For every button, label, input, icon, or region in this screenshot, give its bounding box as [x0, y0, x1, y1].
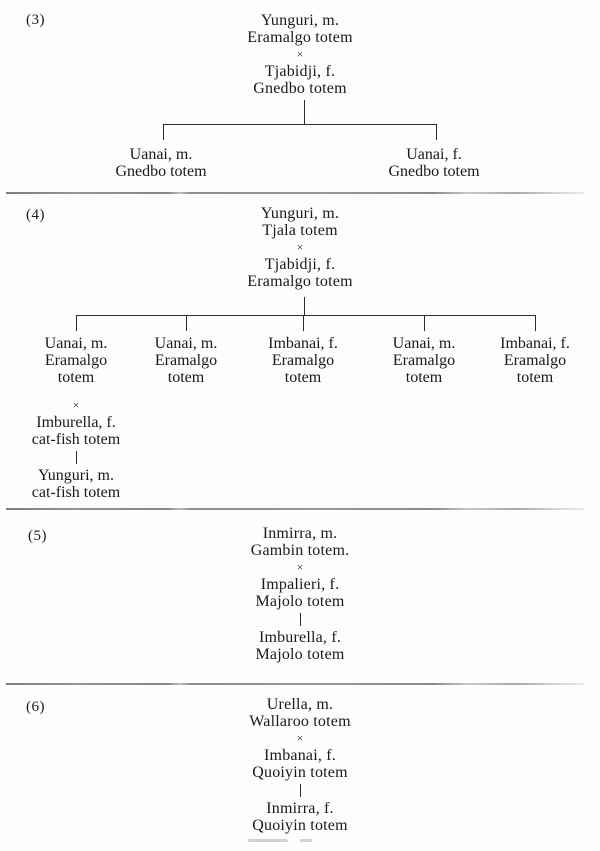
father-name: Urella, m. [266, 696, 334, 713]
father-totem: Wallaroo totem [249, 713, 351, 730]
child-name: Inmirra, f. [266, 800, 334, 817]
child-entry [126, 335, 246, 386]
pedigree-5 [0, 508, 600, 683]
sibling-bar-line [163, 124, 437, 125]
father-totem: Eramalgo totem [247, 29, 353, 46]
descent-stem-line [300, 613, 301, 626]
father-name: Yunguri, m. [260, 205, 340, 222]
pedigree-6-label: (6) [26, 699, 45, 715]
child-totem: Quoiyin totem [252, 817, 348, 834]
descent-stem-line [304, 297, 305, 315]
child-entry [364, 335, 484, 386]
child-totem: Gnedbo totem [388, 163, 480, 180]
child-name: Uanai, m. [392, 335, 456, 352]
child-totem: Eramalgo [44, 352, 108, 369]
scan-artifact [248, 839, 288, 842]
father-totem: Tjala totem [262, 222, 338, 239]
spouse-totem: cat-fish totem [31, 431, 121, 448]
pedigree-4-label: (4) [26, 207, 45, 223]
pedigree-5-family [0, 525, 600, 663]
mother-name: Impalieri, f. [260, 576, 340, 593]
child-name: Imbanai, f. [500, 335, 570, 352]
child-name: Uanai, m. [129, 146, 193, 163]
child-name: Imburella, f. [258, 629, 342, 646]
marriage-cross-symbol: × [296, 560, 304, 574]
marriage-cross-symbol: × [296, 47, 304, 61]
mother-totem: Eramalgo totem [247, 273, 353, 290]
child-totem: totem [284, 369, 322, 386]
mother-name: Tjabidji, f. [264, 63, 336, 80]
descent-drop-line [186, 315, 187, 331]
scan-artifact [300, 839, 312, 842]
descent-drop-line [436, 124, 437, 140]
father-name: Inmirra, m. [262, 525, 338, 542]
child-totem: Gnedbo totem [115, 163, 207, 180]
child-entry-with-marriage [16, 335, 136, 501]
descent-stem-line [300, 784, 301, 797]
sibling-bar-line [76, 315, 535, 316]
child-totem: totem [57, 369, 95, 386]
marriage-cross-symbol: × [296, 731, 304, 745]
child-totem: Eramalgo [154, 352, 218, 369]
mother-name: Tjabidji, f. [264, 256, 336, 273]
pedigree-3 [0, 0, 600, 192]
descent-stem-line [76, 451, 77, 464]
child-entry [243, 335, 363, 386]
father-name: Yunguri, m. [260, 12, 340, 29]
spouse-name: Imburella, f. [36, 414, 116, 431]
pedigree-4-parents [0, 205, 600, 290]
pedigree-6 [0, 683, 600, 851]
mother-totem: Majolo totem [255, 593, 345, 610]
descent-stem-line [304, 100, 305, 124]
descent-drop-line [163, 124, 164, 140]
pedigree-5-label: (5) [28, 528, 47, 544]
mother-totem: Gnedbo totem [253, 80, 347, 97]
descent-drop-line [424, 315, 425, 331]
grandchild-totem: cat-fish totem [31, 484, 121, 501]
child-totem: Majolo totem [255, 646, 345, 663]
child-entry [364, 146, 504, 180]
descent-drop-line [76, 315, 77, 331]
child-totem: Eramalgo [503, 352, 567, 369]
child-entry [91, 146, 231, 180]
pedigree-4 [0, 192, 600, 508]
child-totem: Eramalgo [271, 352, 335, 369]
descent-drop-line [303, 315, 304, 331]
child-name: Imbanai, f. [268, 335, 338, 352]
mother-totem: Quoiyin totem [252, 764, 348, 781]
pedigree-3-label: (3) [26, 12, 45, 28]
pedigree-3-parents [0, 12, 600, 97]
child-totem: totem [516, 369, 554, 386]
child-totem: totem [405, 369, 443, 386]
pedigree-6-family [0, 696, 600, 834]
child-totem: Eramalgo [392, 352, 456, 369]
mother-name: Imbanai, f. [264, 747, 336, 764]
father-totem: Gambin totem. [250, 542, 350, 559]
child-entry [475, 335, 595, 386]
child-totem: totem [167, 369, 205, 386]
child-name: Uanai, f. [406, 146, 462, 163]
grandchild-name: Yunguri, m. [38, 467, 114, 484]
marriage-cross-symbol: × [72, 398, 80, 412]
child-name: Uanai, m. [154, 335, 218, 352]
marriage-cross-symbol: × [296, 240, 304, 254]
descent-drop-line [535, 315, 536, 331]
child-name: Uanai, m. [44, 335, 108, 352]
